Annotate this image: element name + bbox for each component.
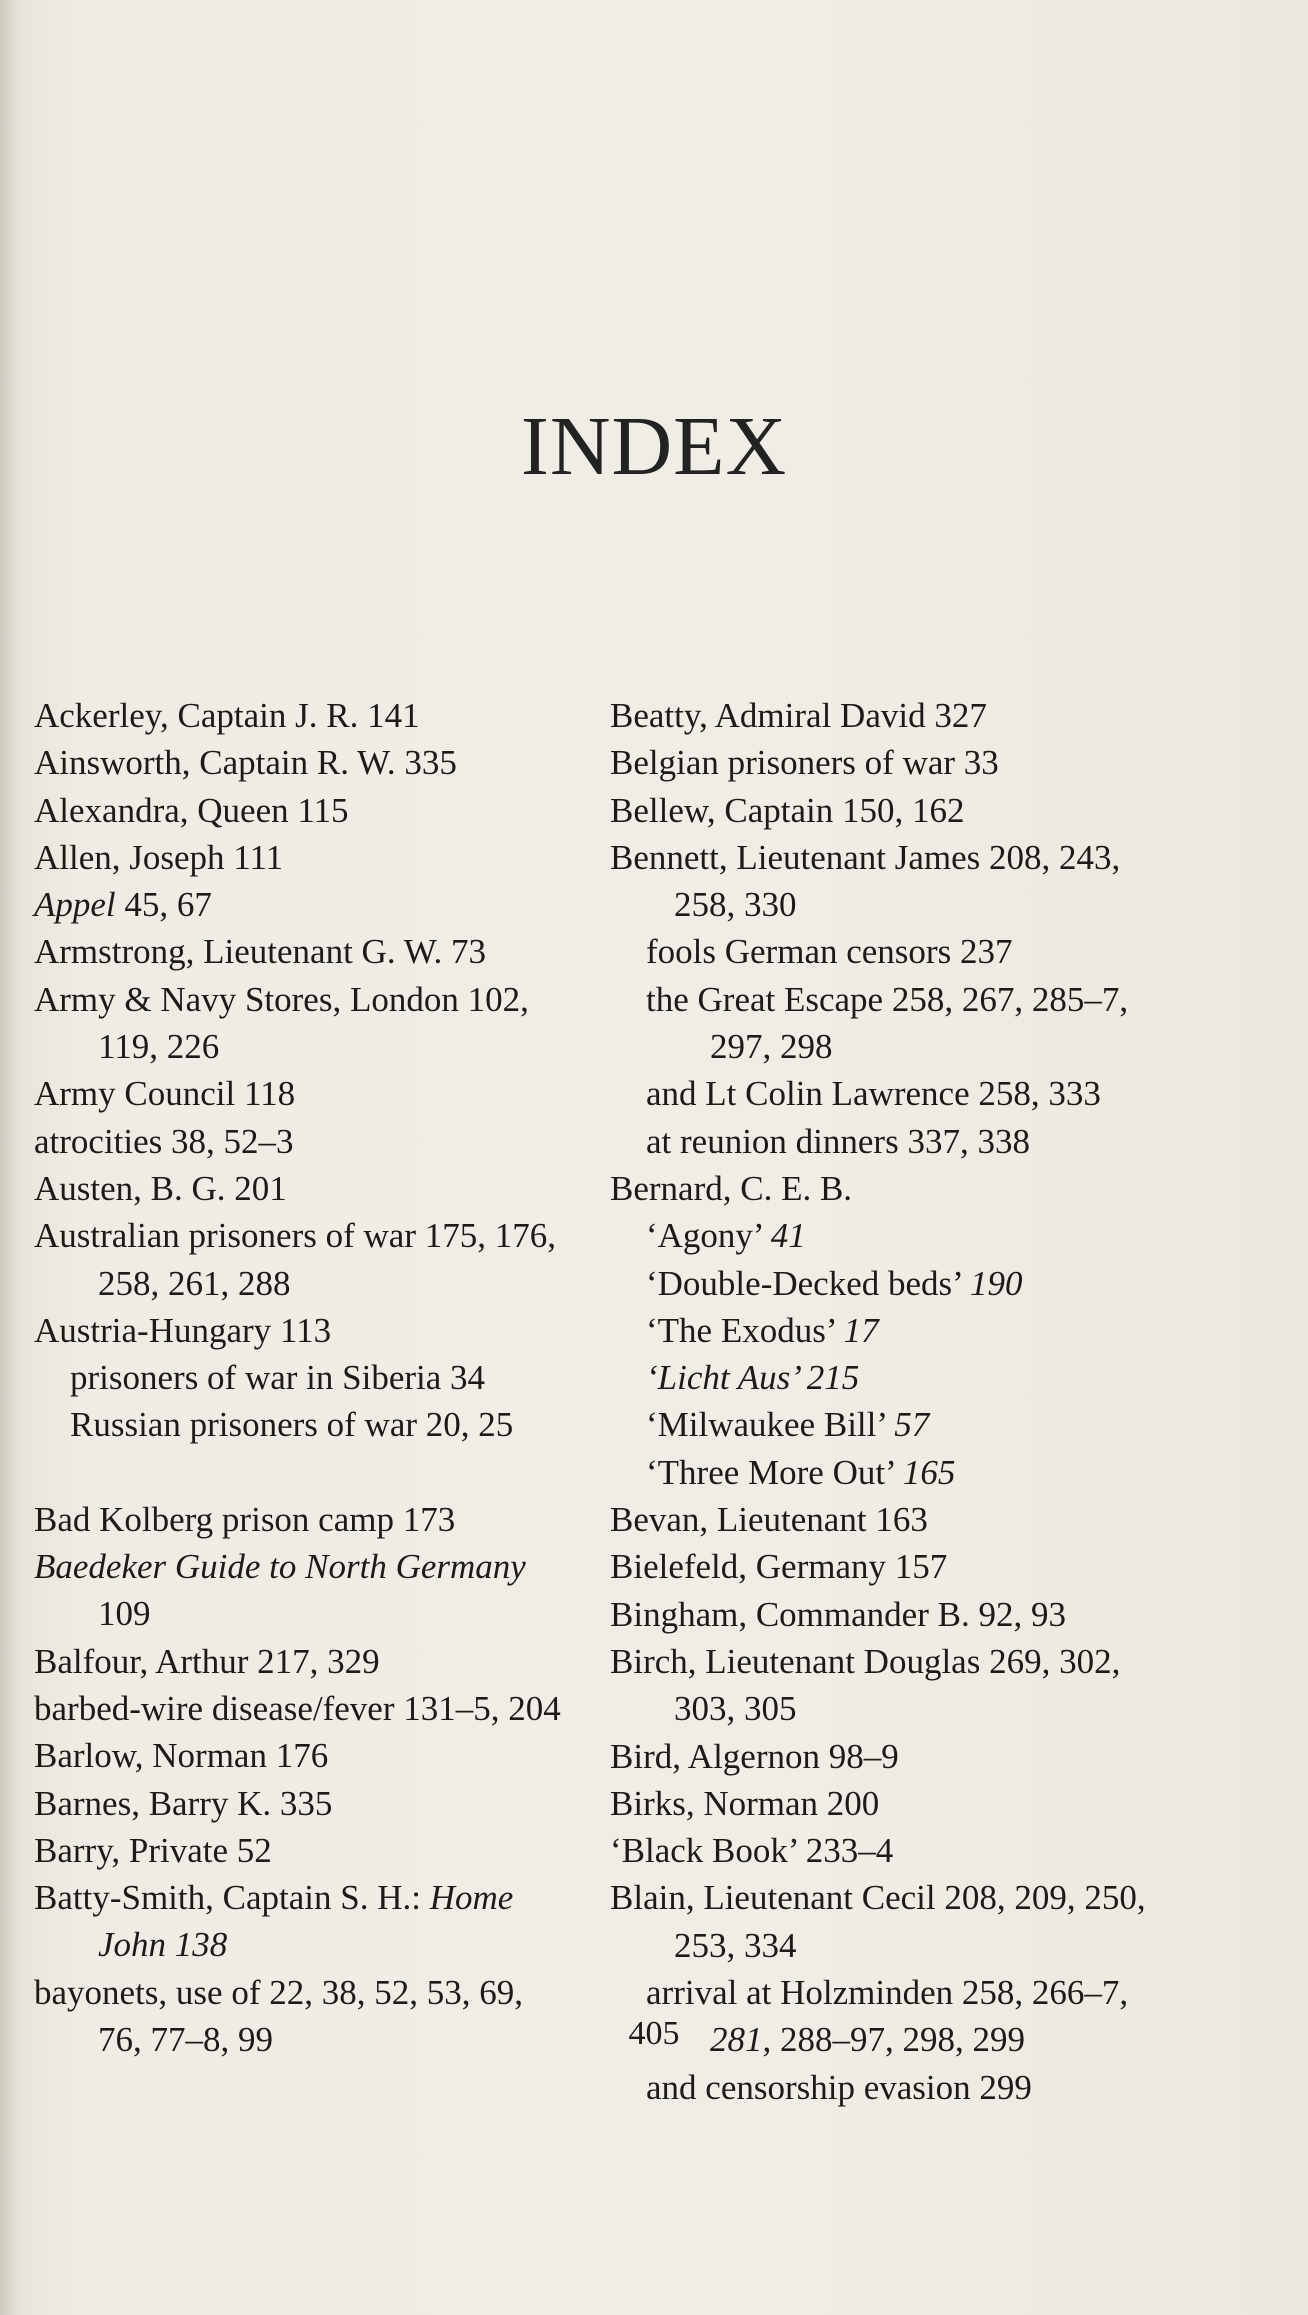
entry-italic-text: Home John 138 bbox=[98, 1878, 514, 1965]
entry-text: Balfour, Arthur 217, 329 bbox=[34, 1641, 380, 1681]
entry-italic-text: ‘Licht Aus’ 215 bbox=[646, 1358, 860, 1398]
entry-text: Bad Kolberg prison camp 173 bbox=[34, 1499, 456, 1539]
index-subentry bbox=[610, 976, 1170, 1071]
index-entry bbox=[610, 1165, 1170, 1212]
entry-text: ‘Milwaukee Bill’ bbox=[646, 1405, 895, 1445]
entry-text: atrocities 38, 52–3 bbox=[34, 1121, 294, 1161]
index-subentry bbox=[34, 1401, 574, 1448]
index-entry bbox=[34, 928, 574, 975]
index-entry bbox=[610, 1496, 1170, 1543]
index-subentry bbox=[610, 1260, 1170, 1307]
entry-text: bayonets, use of 22, 38, 52, 53, 69, 76, 77–8, 99 bbox=[34, 1972, 523, 2060]
index-entry bbox=[610, 1827, 1170, 1874]
entry-text: Australian prisoners of war 175, 176, 258, 261, 288 bbox=[34, 1216, 556, 1303]
entry-text: the Great Escape 258, 267, 285–7, 297, 298 bbox=[646, 979, 1129, 1067]
entry-text: Blain, Lieutenant Cecil 208, 209, 250, 253, 334 bbox=[610, 1878, 1146, 1965]
entry-text: Bird, Algernon 98–9 bbox=[610, 1736, 899, 1776]
index-subentry bbox=[610, 1449, 1170, 1496]
section-gap bbox=[34, 1449, 574, 1496]
entry-italic-text: 190 bbox=[969, 1263, 1023, 1303]
index-entry bbox=[34, 1638, 574, 1685]
entry-text: Ainsworth, Captain R. W. 335 bbox=[34, 743, 457, 783]
index-entry bbox=[610, 692, 1170, 739]
entry-text: Allen, Joseph 111 bbox=[34, 837, 284, 877]
entry-text: ‘Black Book’ 233–4 bbox=[610, 1831, 894, 1871]
entry-text: at reunion dinners 337, 338 bbox=[646, 1121, 1030, 1161]
index-entry bbox=[34, 1118, 574, 1165]
index-subentry bbox=[610, 1307, 1170, 1354]
index-entry bbox=[34, 1212, 574, 1307]
index-entry bbox=[34, 881, 574, 928]
entry-text: Russian prisoners of war 20, 25 bbox=[70, 1405, 514, 1445]
entry-text: Bingham, Commander B. 92, 93 bbox=[610, 1594, 1066, 1634]
index-subentry bbox=[610, 1118, 1170, 1165]
page-title: INDEX bbox=[520, 400, 788, 493]
entry-text: and Lt Colin Lawrence 258, 333 bbox=[646, 1074, 1101, 1114]
index-subentry bbox=[610, 1354, 1170, 1401]
index-entry bbox=[34, 787, 574, 834]
index-entry bbox=[610, 1638, 1170, 1733]
index-entry bbox=[34, 1732, 574, 1779]
index-entry bbox=[34, 1307, 574, 1354]
index-entry bbox=[34, 1543, 574, 1638]
entry-text: barbed-wire disease/fever 131–5, 204 bbox=[34, 1688, 561, 1728]
index-entry bbox=[610, 1780, 1170, 1827]
entry-text: , 288–97, 298, 299 bbox=[762, 2020, 1025, 2060]
entry-italic-text: 281 bbox=[710, 2020, 763, 2060]
entry-italic-text: 57 bbox=[894, 1405, 930, 1445]
index-entry bbox=[34, 1827, 574, 1874]
entry-text: Batty-Smith, Captain S. H.: bbox=[34, 1878, 430, 1918]
index-subentry bbox=[34, 1354, 574, 1401]
index-entry bbox=[34, 834, 574, 881]
entry-text: Barry, Private 52 bbox=[34, 1830, 272, 1870]
index-column-left bbox=[34, 692, 574, 2063]
index-entry bbox=[610, 1543, 1170, 1590]
index-entry bbox=[34, 1780, 574, 1827]
entry-text: prisoners of war in Siberia 34 bbox=[70, 1358, 486, 1398]
index-entry bbox=[610, 787, 1170, 834]
entry-text: Barnes, Barry K. 335 bbox=[34, 1783, 333, 1823]
entry-italic-text: 17 bbox=[843, 1310, 879, 1350]
entry-text: ‘Three More Out’ bbox=[646, 1452, 903, 1492]
entry-text: Bellew, Captain 150, 162 bbox=[610, 790, 965, 830]
index-entry bbox=[34, 1685, 574, 1732]
index-entry bbox=[610, 1733, 1170, 1780]
entry-text: Belgian prisoners of war 33 bbox=[610, 743, 999, 783]
entry-text: 109 bbox=[98, 1594, 151, 1634]
entry-text: Birks, Norman 200 bbox=[610, 1783, 880, 1823]
index-subentry bbox=[610, 1212, 1170, 1259]
entry-text: 45, 67 bbox=[115, 885, 212, 925]
entry-italic-text: Appel bbox=[34, 885, 116, 925]
entry-text: and censorship evasion 299 bbox=[646, 2067, 1032, 2107]
entry-italic-text: 41 bbox=[770, 1216, 806, 1256]
entry-text: Bevan, Lieutenant 163 bbox=[610, 1500, 928, 1540]
entry-text: Austria-Hungary 113 bbox=[34, 1310, 332, 1350]
entry-text: Bielefeld, Germany 157 bbox=[610, 1547, 948, 1587]
index-entry bbox=[34, 1496, 574, 1543]
entry-text: ‘Double-Decked beds’ bbox=[646, 1263, 970, 1303]
index-entry bbox=[610, 1874, 1170, 1969]
entry-text: Beatty, Admiral David 327 bbox=[610, 696, 987, 735]
entry-italic-text: 165 bbox=[902, 1452, 956, 1492]
entry-text: ‘Agony’ bbox=[646, 1216, 771, 1256]
entry-text: Bernard, C. E. B. bbox=[610, 1168, 853, 1208]
entry-italic-text: Baedeker Guide to North Germany bbox=[34, 1547, 526, 1587]
entry-text: Armstrong, Lieutenant G. W. 73 bbox=[34, 932, 487, 972]
index-entry bbox=[34, 1165, 574, 1212]
entry-text: Ackerley, Captain J. R. 141 bbox=[34, 696, 420, 735]
index-subentry bbox=[610, 1401, 1170, 1448]
page-number: 405 bbox=[628, 2015, 680, 2052]
index-entry bbox=[34, 976, 574, 1071]
index-column-right bbox=[610, 692, 1170, 2111]
entry-text: Bennett, Lieutenant James 208, 243, 258, 330 bbox=[610, 837, 1121, 925]
index-entry bbox=[610, 834, 1170, 929]
entry-text: Army Council 118 bbox=[34, 1074, 296, 1114]
index-subentry bbox=[610, 1070, 1170, 1117]
entry-text: arrival at Holzminden 258, 266–7, bbox=[646, 1973, 1129, 2013]
index-entry bbox=[34, 692, 574, 739]
entry-text: Birch, Lieutenant Douglas 269, 302, 303, 305 bbox=[610, 1641, 1121, 1729]
entry-text: Barlow, Norman 176 bbox=[34, 1736, 329, 1776]
entry-text: ‘The Exodus’ bbox=[646, 1310, 844, 1350]
entry-text: Alexandra, Queen 115 bbox=[34, 790, 349, 830]
index-entry bbox=[610, 1591, 1170, 1638]
index-entry bbox=[34, 1874, 574, 1969]
index-entry bbox=[610, 739, 1170, 786]
index-entry bbox=[34, 739, 574, 786]
index-subentry bbox=[610, 928, 1170, 975]
index-subentry bbox=[610, 2064, 1170, 2111]
entry-text: fools German censors 237 bbox=[646, 932, 1013, 972]
entry-text: Army & Navy Stores, London 102, 119, 226 bbox=[34, 979, 529, 1067]
index-entry bbox=[34, 1070, 574, 1117]
entry-text: Austen, B. G. 201 bbox=[34, 1168, 287, 1208]
spine-shadow bbox=[0, 0, 20, 2315]
